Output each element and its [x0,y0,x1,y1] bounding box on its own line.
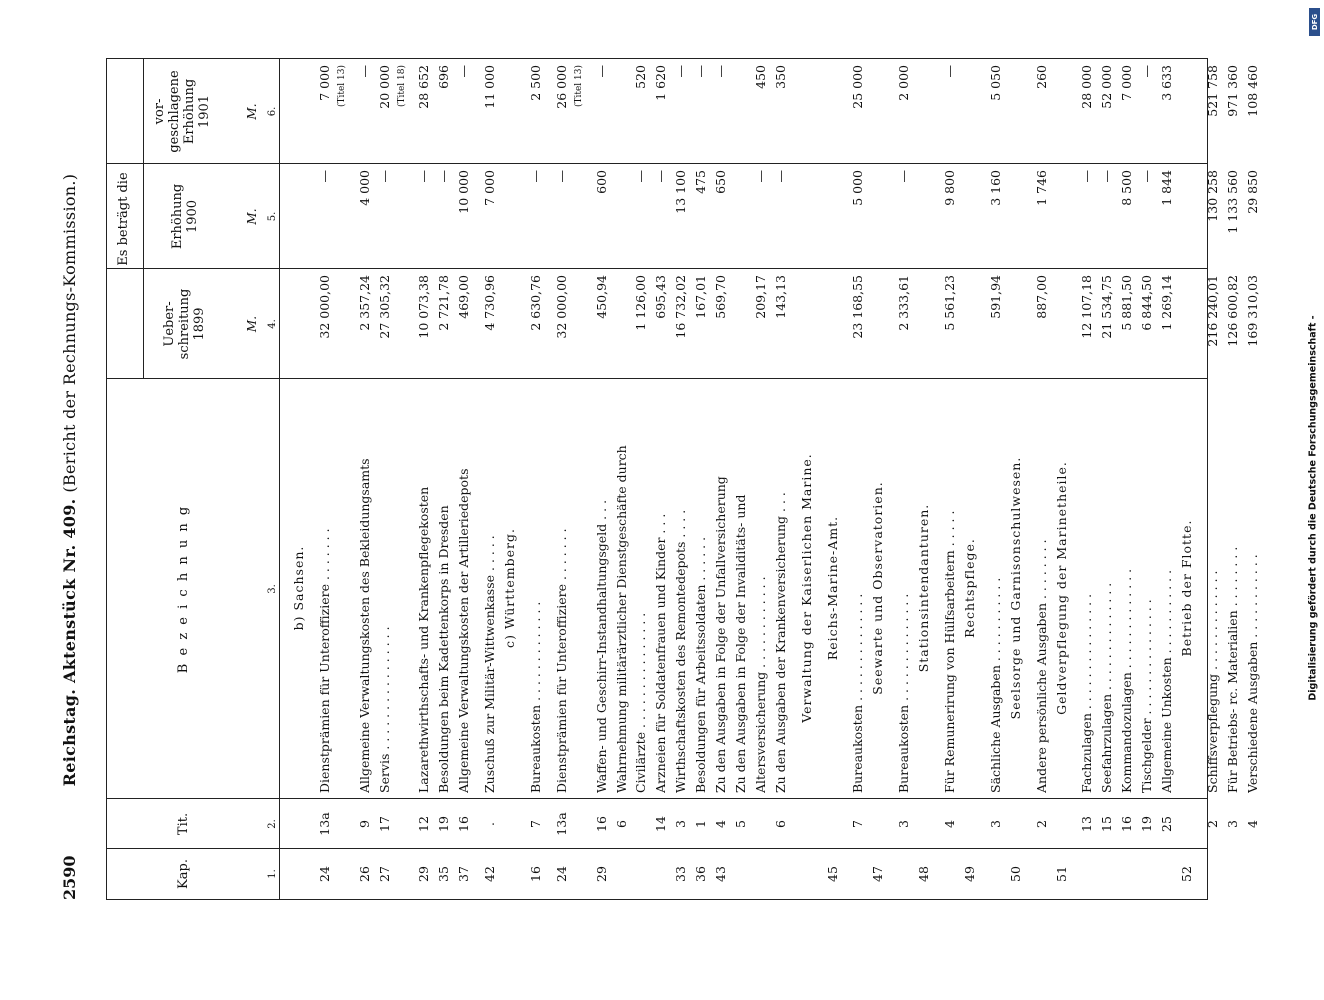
cell-c4: 23 168,55 [850,275,866,339]
cell-kap: 16 [527,866,543,882]
cell-c4: 887,00 [1033,275,1049,319]
cell-c6: 108 460 [1244,65,1260,117]
cell-text: Andere persönliche Ausgaben . . . . . . . . [1033,539,1049,793]
cell-c4: 32 000,00 [553,275,569,339]
cell-kap: 48 [916,866,932,882]
cell-text: Besoldungen für Arbeitssoldaten . . . . . . [693,536,709,793]
cell-c6: 7 000 [1119,65,1135,101]
cell-c6: 696 [436,65,452,89]
cell-text: Bureaukosten . . . . . . . . . . . . . [527,601,543,793]
column-number: 1. [267,869,278,879]
cell-c5: 13 100 [673,170,689,214]
cell-c4: 2 333,61 [896,275,912,331]
cell-c6: 52 000 [1099,65,1115,109]
cell-tit: 16 [1119,816,1135,832]
cell-c4: 695,43 [653,275,669,319]
unit-c4: M. [245,315,259,333]
cell-kap: 29 [416,866,432,882]
cell-text: Zu den Ausgaben in Folge der Invaliditäts- und [732,494,748,793]
cell-tit: 2 [1033,820,1049,828]
cell-tit: 4 [713,820,728,828]
cell-tit: 19 [1139,816,1155,832]
cell-c4: 450,94 [593,275,609,319]
cell-kap: 36 [693,866,709,882]
cell-c4: 10 073,38 [416,275,432,339]
cell-tit: 17 [376,816,392,832]
cell-text: Zu den Ausgaben in Folge der Unfallversicherung [713,476,728,793]
cell-kap: 47 [870,866,886,882]
cell-text: Zuschuß zur Militär-Wittwenkasse . . . . . [482,535,498,793]
expenditure-table [106,58,1260,900]
cell-c6: (Titel 18) [396,65,407,108]
cell-c5: 3 160 [987,170,1003,206]
header-ueberschreitung: Ueber-schreitung 1899 [162,288,207,360]
cell-tit: 16 [593,816,609,832]
cell-c5: 29 850 [1244,170,1260,214]
running-title-main: Reichstag. Aktenstück Nr. 409. [60,498,79,787]
cell-c5: 8 500 [1119,170,1135,206]
cell-c4: 12 107,18 [1079,275,1095,339]
cell-tit: 13 [1079,816,1095,832]
header-group: Es beträgt die [116,172,131,266]
cell-kap: 51 [1053,866,1069,882]
cell-c6: 520 [633,65,649,89]
cell-tit: 4 [942,820,957,828]
column-number: 4. [267,319,278,329]
cell-text: Allgemeine Verwaltungskosten der Artilleriedepots [456,468,472,793]
cell-c6: 1 620 [653,65,669,101]
cell-text: Reichs-Marine-Amt. [824,515,840,661]
cell-kap: 29 [593,866,609,882]
cell-tit: . [482,822,498,826]
cell-c4: 209,17 [752,275,768,319]
page-number: 2590 [60,855,79,900]
cell-text: Verwaltung der Kaiserlichen Marine. [798,453,814,723]
cell-c5: — [633,170,649,183]
cell-tit: 3 [896,820,912,828]
cell-c6: — [593,65,609,78]
cell-text: Servis . . . . . . . . . . . . . . . . [376,626,392,793]
cell-c6: — [942,65,957,78]
dfg-logo-text: DFG [1310,13,1319,31]
cell-text: Betrieb der Flotte. [1178,519,1194,657]
cell-c6: 350 [772,65,788,89]
digitization-notice: Digitalisierung gefördert durch die Deutsche Forschungsgemeinschaft - [1307,315,1319,701]
cell-c6: 25 000 [850,65,866,109]
cell-text: Dienstprämien für Unteroffiziere . . . . . . . [316,528,332,793]
cell-c6: 260 [1033,65,1049,89]
cell-c6: — [456,65,472,78]
cell-text: Dienstprämien für Unteroffiziere . . . . . . . [553,528,569,793]
cell-c4: 21 534,75 [1099,275,1115,339]
cell-c4: 143,13 [772,275,788,319]
cell-c6: 2 500 [527,65,543,101]
cell-text: Allgemeine Unkosten . . . . . . . . . . . [1159,569,1174,793]
cell-kap: 24 [553,866,569,882]
cell-c6: 20 000 [376,65,392,109]
cell-text: Wahrnehmung militärärztlicher Dienstgeschäfte durch [613,445,629,793]
cell-text: Für Betriebs- rc. Materialien . . . . . . . . [1224,546,1240,793]
cell-kap: 50 [1007,866,1023,882]
cell-c4: 5 881,50 [1119,275,1135,331]
unit-c5: M. [245,208,259,225]
dfg-logo [1309,8,1320,36]
cell-text: Zu den Ausgaben der Krankenversicherung . . . [772,492,788,793]
cell-c4: 469,00 [456,275,472,319]
cell-tit: 5 [732,820,748,828]
cell-c5: 1 133 560 [1224,170,1240,234]
cell-c6: — [693,65,709,78]
cell-text: b) Sachsen. [291,545,306,631]
cell-c6: 5 050 [987,65,1003,101]
cell-c6: — [713,65,728,78]
cell-kap: 42 [482,866,498,882]
cell-c5: 600 [593,170,609,194]
cell-text: Besoldungen beim Kadettenkorps in Dresden [436,505,452,793]
cell-c4: 1 269,14 [1159,275,1174,331]
cell-text: Allgemeine Verwaltungskosten des Bekleidungsamts [356,458,372,793]
cell-text: Seelsorge und Garnisonschulwesen. [1007,456,1023,720]
cell-tit: 6 [613,820,629,828]
cell-c6: 7 000 [316,65,332,101]
cell-c6: — [1139,65,1155,78]
cell-c5: — [752,170,768,183]
cell-text: Seefahrzulagen . . . . . . . . . . . . . . [1099,582,1115,793]
cell-text: Schiffsverpflegung . . . . . . . . . . . . . [1204,570,1220,793]
cell-c6: 26 000 [553,65,569,109]
cell-text: Kommandozulagen . . . . . . . . . . . . . [1119,568,1135,793]
cell-c5: — [376,170,392,183]
cell-c5: — [896,170,912,183]
cell-kap: 35 [436,866,452,882]
rotated-document-page [60,40,1260,920]
header-erhoehung: Erhöhung 1900 [170,183,200,250]
cell-tit: 9 [356,820,372,828]
cell-kap: 52 [1178,866,1194,882]
cell-text: Für Remunerirung von Hülfsarbeitern . . . . . [942,510,957,793]
cell-c4: 167,01 [693,275,709,319]
cell-text: Wirthschaftskosten des Remontedepots . . . . [673,509,689,793]
cell-text: Rechtspflege. [961,538,977,638]
cell-text: Bureaukosten . . . . . . . . . . . . . . [896,593,912,793]
cell-c5: 10 000 [456,170,472,214]
cell-c5: — [1099,170,1115,183]
cell-text: Sächliche Ausgaben . . . . . . . . . . . [987,577,1003,793]
cell-c6: — [673,65,689,78]
cell-c5: 130 258 [1204,170,1220,222]
cell-kap: 24 [316,866,332,882]
header-kap: Kap. [176,859,191,889]
cell-text: Seewarte und Observatorien. [870,481,886,695]
cell-c6: 2 000 [896,65,912,101]
cell-kap: 43 [713,866,728,882]
cell-c4: 27 305,32 [376,275,392,339]
header-tit: Tit. [176,812,191,836]
cell-c6: (Titel 13) [573,65,584,108]
cell-c6: — [356,65,372,78]
cell-text: Geldverpflegung der Marinetheile. [1053,461,1069,715]
cell-tit: 13a [316,812,332,836]
cell-c5: 1 746 [1033,170,1049,206]
cell-c5: — [553,170,569,183]
cell-kap: 26 [356,866,372,882]
header-vorgeschlagen: vor-geschlagene Erhöhung 1901 [152,70,212,153]
cell-tit: 3 [987,820,1003,828]
cell-tit: 3 [1224,820,1240,828]
cell-c4: 2 630,76 [527,275,543,331]
cell-c5: 650 [713,170,728,194]
cell-c6: 3 633 [1159,65,1174,101]
cell-c5: — [527,170,543,183]
cell-text: Tischgelder . . . . . . . . . . . . . . . [1139,599,1155,793]
column-number: 3. [267,584,278,594]
cell-c4: 169 310,03 [1244,275,1260,347]
cell-c4: 5 561,23 [942,275,957,331]
cell-tit: 13a [553,812,569,836]
cell-tit: 1 [693,820,709,828]
column-number: 2. [267,819,278,829]
cell-text: c) Württemberg. [502,528,517,648]
cell-c5: — [772,170,788,183]
cell-c6: 11 000 [482,65,498,109]
cell-tit: 12 [416,816,432,832]
cell-c5: 5 000 [850,170,866,206]
cell-c4: 2 357,24 [356,275,372,331]
cell-tit: 3 [673,820,689,828]
cell-c4: 126 600,82 [1224,275,1240,347]
cell-c4: 216 240,01 [1204,275,1220,347]
cell-text: Waffen- und Geschirr-Instandhaltungsgeld . . . [593,499,609,793]
cell-tit: 6 [772,820,788,828]
cell-c5: 4 000 [356,170,372,206]
cell-c6: 521 758 [1204,65,1220,117]
cell-tit: 7 [850,820,866,828]
cell-c5: — [416,170,432,183]
cell-c5: 9 800 [942,170,957,206]
cell-kap: 33 [673,866,689,882]
cell-c5: 7 000 [482,170,498,206]
page-header [60,60,90,900]
cell-tit: 2 [1204,820,1220,828]
header-bezeichnung: B e z e i c h n u n g [176,504,191,674]
cell-c4: 569,70 [713,275,728,319]
cell-c4: 4 730,96 [482,275,498,331]
cell-text: Civilärzte . . . . . . . . . . . . . . . [633,612,649,793]
cell-c4: 16 732,02 [673,275,689,339]
cell-c5: 475 [693,170,709,194]
column-number: 5. [267,211,278,222]
cell-kap: 45 [824,866,840,882]
column-number: 6. [267,106,278,117]
cell-c6: (Titel 13) [336,65,347,108]
cell-tit: 7 [527,820,543,828]
cell-c5: — [1079,170,1095,183]
cell-c6: 28 652 [416,65,432,109]
cell-c5: — [653,170,669,183]
cell-c4: 32 000,00 [316,275,332,339]
cell-text: Lazarethwirthschafts- und Krankenpflegekosten [416,486,432,793]
cell-kap: 37 [456,866,472,882]
cell-tit: 19 [436,816,452,832]
running-title-tail: (Bericht der Rechnungs-Kommission.) [60,173,79,493]
cell-c5: 1 844 [1159,170,1174,206]
cell-tit: 4 [1244,820,1260,828]
cell-tit: 25 [1159,816,1174,832]
cell-text: Altersversicherung . . . . . . . . . . . . [752,576,768,793]
cell-kap: 49 [961,866,977,882]
cell-kap: 27 [376,866,392,882]
cell-text: Verschiedene Ausgaben . . . . . . . . . . . [1244,554,1260,793]
unit-c6: M. [245,103,259,120]
cell-text: Bureaukosten . . . . . . . . . . . . . . [850,593,866,793]
cell-text: Arzneien für Soldatenfrauen und Kinder . . . [653,513,669,793]
cell-c5: — [316,170,332,183]
cell-c6: 971 360 [1224,65,1240,117]
cell-c4: 2 721,78 [436,275,452,331]
cell-c6: 28 000 [1079,65,1095,109]
cell-c4: 591,94 [987,275,1003,319]
digitization-strip [1306,8,1320,992]
cell-c6: 450 [752,65,768,89]
cell-c4: 1 126,00 [633,275,649,331]
cell-c4: 6 844,50 [1139,275,1155,331]
cell-c5: — [1139,170,1155,183]
cell-tit: 16 [456,816,472,832]
cell-c5: — [436,170,452,183]
cell-tit: 15 [1099,816,1115,832]
cell-text: Stationsintendanturen. [916,503,932,673]
cell-tit: 14 [653,816,669,832]
running-title [60,60,79,900]
cell-text: Fachzulagen . . . . . . . . . . . . . . . [1079,593,1095,793]
